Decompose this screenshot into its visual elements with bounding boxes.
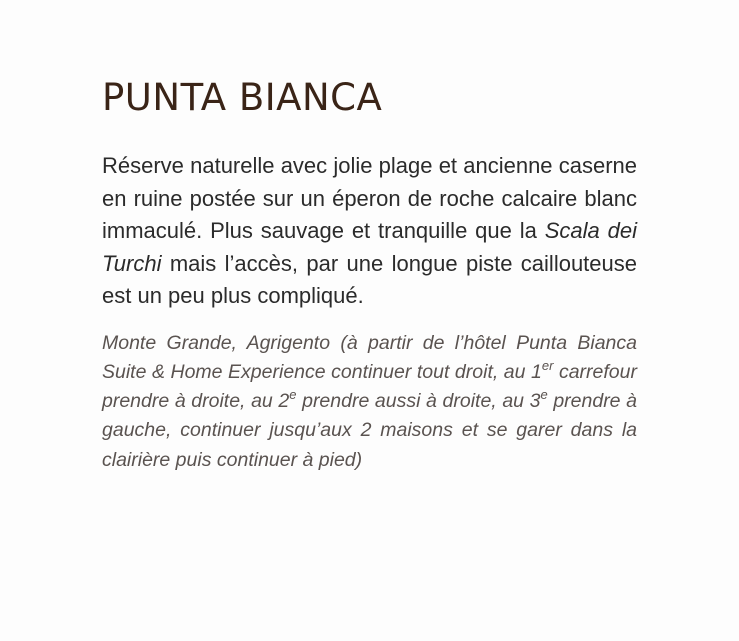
ordinal-superscript-2: e	[289, 387, 297, 403]
directions-text-4: prendre à gauche, continuer jusqu’aux 2 maisons et se garer dans la clairière puis continuer à pied)	[102, 390, 637, 471]
description-italic-name: Scala dei Turchi	[102, 218, 637, 276]
guide-entry	[102, 76, 637, 475]
description-text-end: mais l’accès, par une longue piste caillouteuse est un peu plus compliqué.	[102, 250, 637, 308]
ordinal-superscript-1: er	[541, 357, 554, 373]
directions-paragraph	[102, 329, 637, 475]
description-paragraph	[102, 150, 637, 313]
directions-text-1: Monte Grande, Agrigento (à partir de l’hôtel Punta Bianca Suite & Home Experience continuer tout droit, au 1	[102, 331, 637, 383]
directions-text-2: carrefour prendre à droite, au 2	[102, 360, 637, 413]
page-title: PUNTA BIANCA	[102, 76, 383, 119]
description-text: Réserve naturelle avec jolie plage et ancienne caserne en ruine postée sur un éperon de roche calcaire blanc immaculé. Plus sauvage et tranquille que la	[102, 153, 637, 243]
directions-text-3: prendre aussi à droite, au 3	[296, 390, 541, 413]
ordinal-superscript-3: e	[540, 387, 548, 403]
